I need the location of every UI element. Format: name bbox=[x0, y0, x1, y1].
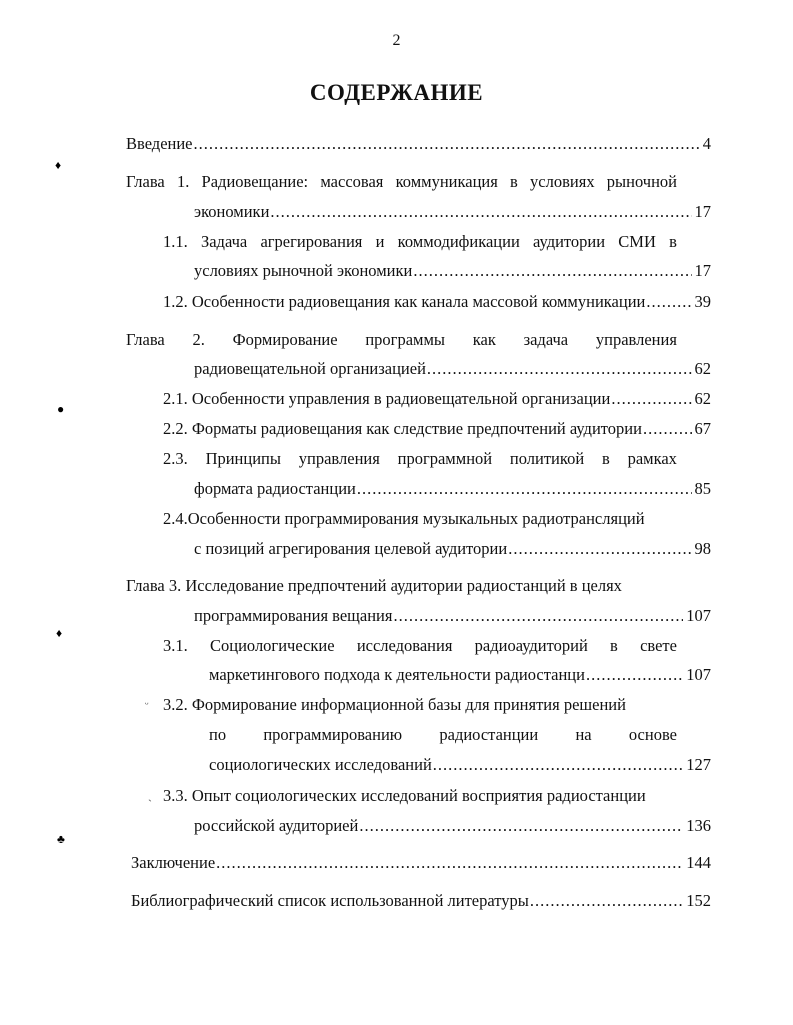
leader-dots bbox=[270, 200, 691, 224]
toc-entry-text: экономики bbox=[194, 202, 270, 221]
toc-entry-s32-line1: 3.2. Формирование информационной базы для принятия решений bbox=[163, 695, 626, 714]
leader-dots bbox=[393, 604, 683, 628]
toc-entry-intro bbox=[126, 132, 711, 156]
toc-word: аудитории bbox=[533, 232, 606, 251]
toc-entry-ch1-line1 bbox=[126, 170, 677, 194]
toc-word: массовая bbox=[320, 172, 384, 191]
toc-page-number: 98 bbox=[694, 539, 711, 558]
toc-word: и bbox=[375, 232, 385, 251]
tick-mark-icon: ᵕ bbox=[145, 697, 149, 711]
toc-page-number: 144 bbox=[686, 853, 711, 872]
toc-word: управления bbox=[595, 330, 677, 349]
leader-dots bbox=[413, 259, 691, 283]
toc-page-number: 62 bbox=[694, 389, 711, 408]
toc-word: 1. bbox=[176, 172, 190, 191]
toc-entry-s33-line2 bbox=[194, 814, 711, 838]
toc-entry-s32-line3 bbox=[209, 753, 711, 777]
toc-entry-s11-line2 bbox=[194, 259, 711, 283]
toc-page-number: 4 bbox=[702, 134, 711, 153]
toc-word: Глава bbox=[126, 330, 165, 349]
tick-mark-icon: ˏ bbox=[148, 788, 152, 802]
toc-word: СМИ bbox=[618, 232, 656, 251]
toc-entry-text: социологических исследований bbox=[209, 755, 432, 774]
toc-entry-text: 2.2. Форматы радиовещания как следствие предпочтений аудитории bbox=[163, 419, 642, 438]
toc-word: свете bbox=[640, 636, 677, 655]
margin-mark-icon: ♦ bbox=[56, 626, 63, 640]
toc-word: коммодификации bbox=[397, 232, 520, 251]
toc-page-number: 39 bbox=[694, 292, 711, 311]
toc-entry-text: условиях рыночной экономики bbox=[194, 261, 413, 280]
margin-mark-icon: ♣ bbox=[57, 832, 65, 846]
page-number: 2 bbox=[392, 32, 401, 49]
toc-entry-text: с позиций агрегирования целевой аудитории bbox=[194, 539, 508, 558]
toc-word: 3.1. bbox=[163, 636, 188, 655]
toc-page-number: 17 bbox=[694, 261, 711, 280]
toc-entry-ch2-line1 bbox=[126, 328, 677, 352]
toc-word: коммуникация bbox=[395, 172, 498, 191]
toc-entry-s21 bbox=[163, 387, 711, 411]
toc-word: Радиовещание: bbox=[201, 172, 309, 191]
leader-dots bbox=[433, 753, 683, 777]
margin-mark-icon: ● bbox=[57, 402, 65, 416]
toc-entry-s22 bbox=[163, 417, 711, 441]
toc-word: в bbox=[601, 449, 610, 468]
toc-entry-ch2-line2 bbox=[194, 357, 711, 381]
toc-page-number: 107 bbox=[686, 606, 711, 625]
leader-dots bbox=[427, 357, 692, 381]
leader-dots bbox=[643, 417, 692, 441]
toc-entry-text: 1.2. Особенности радиовещания как канала массовой коммуникации bbox=[163, 292, 646, 311]
leader-dots bbox=[530, 889, 683, 913]
toc-entry-ch3-line1: Глава 3. Исследование предпочтений аудитории радиостанций в целях bbox=[126, 576, 622, 595]
toc-word: в bbox=[610, 636, 618, 655]
toc-word: Социологические bbox=[210, 636, 335, 655]
toc-word: задача bbox=[523, 330, 569, 349]
toc-word: на bbox=[575, 725, 592, 744]
toc-word: в bbox=[669, 232, 677, 251]
toc-entry-text: Заключение bbox=[131, 853, 216, 872]
toc-entry-text: Введение bbox=[126, 134, 193, 153]
toc-word: рамках bbox=[627, 449, 677, 468]
toc-entry-s23-line2 bbox=[194, 477, 711, 501]
leader-dots bbox=[216, 851, 683, 875]
toc-entry-text: программирования вещания bbox=[194, 606, 393, 625]
toc-word: программной bbox=[397, 449, 493, 468]
toc-word: радиостанции bbox=[439, 725, 539, 744]
leader-dots bbox=[508, 537, 691, 561]
leader-dots bbox=[586, 663, 683, 687]
toc-word: исследования bbox=[356, 636, 453, 655]
page-title: СОДЕРЖАНИЕ bbox=[309, 80, 484, 105]
toc-entry-text: российской аудиторией bbox=[194, 816, 359, 835]
toc-word: в bbox=[510, 172, 518, 191]
toc-entry-bibliography bbox=[131, 889, 711, 913]
leader-dots bbox=[646, 290, 691, 314]
toc-word: программированию bbox=[263, 725, 403, 744]
toc-entry-s12 bbox=[163, 290, 711, 314]
toc-entry-s23-line1 bbox=[163, 447, 677, 471]
toc-entry-text: радиовещательной организацией bbox=[194, 359, 426, 378]
toc-entry-s31-line2 bbox=[209, 663, 711, 687]
toc-entry-text: маркетингового подхода к деятельности радиостанци bbox=[209, 665, 585, 684]
toc-word: Глава bbox=[126, 172, 165, 191]
leader-dots bbox=[611, 387, 691, 411]
toc-page-number: 17 bbox=[694, 202, 711, 221]
toc-entry-conclusion bbox=[131, 851, 711, 875]
toc-entry-ch1-line2 bbox=[194, 200, 711, 224]
toc-word: Задача bbox=[200, 232, 248, 251]
toc-word: основе bbox=[628, 725, 677, 744]
toc-entry-s32-line2 bbox=[209, 723, 677, 747]
toc-entry-s31-line1 bbox=[163, 634, 677, 658]
toc-word: политикой bbox=[509, 449, 585, 468]
toc-word: программы bbox=[365, 330, 445, 349]
toc-entry-text: Библиографический список использованной литературы bbox=[131, 891, 529, 910]
leader-dots bbox=[194, 132, 700, 156]
toc-page-number: 85 bbox=[694, 479, 711, 498]
toc-word: рыночной bbox=[606, 172, 677, 191]
toc-page-number: 67 bbox=[694, 419, 711, 438]
toc-page-number: 127 bbox=[686, 755, 711, 774]
toc-entry-ch3-line2 bbox=[194, 604, 711, 628]
toc-entry-text: формата радиостанции bbox=[194, 479, 356, 498]
toc-word: радиоаудиторий bbox=[474, 636, 588, 655]
margin-mark-icon: ♦ bbox=[55, 158, 62, 172]
toc-word: условиях bbox=[530, 172, 595, 191]
toc-word: 2.3. bbox=[163, 449, 188, 468]
leader-dots bbox=[357, 477, 692, 501]
toc-entry-s24-line2 bbox=[194, 537, 711, 561]
toc-entry-s11-line1 bbox=[163, 230, 677, 254]
toc-page-number: 107 bbox=[686, 665, 711, 684]
toc-page-number: 136 bbox=[686, 816, 711, 835]
toc-page-number: 152 bbox=[686, 891, 711, 910]
toc-entry-s33-line1: 3.3. Опыт социологических исследований восприятия радиостанции bbox=[163, 786, 646, 805]
toc-entry-text: 2.1. Особенности управления в радиовещательной организации bbox=[163, 389, 611, 408]
toc-page-number: 62 bbox=[694, 359, 711, 378]
toc-word: Формирование bbox=[232, 330, 338, 349]
toc-word: как bbox=[472, 330, 496, 349]
toc-word: Принципы bbox=[205, 449, 281, 468]
toc-word: 1.1. bbox=[163, 232, 188, 251]
toc-word: по bbox=[209, 725, 227, 744]
leader-dots bbox=[359, 814, 683, 838]
toc-entry-s24-line1: 2.4.Особенности программирования музыкальных радиотрансляций bbox=[163, 509, 645, 528]
toc-word: агрегирования bbox=[260, 232, 363, 251]
toc-word: управления bbox=[298, 449, 380, 468]
toc-word: 2. bbox=[192, 330, 205, 349]
